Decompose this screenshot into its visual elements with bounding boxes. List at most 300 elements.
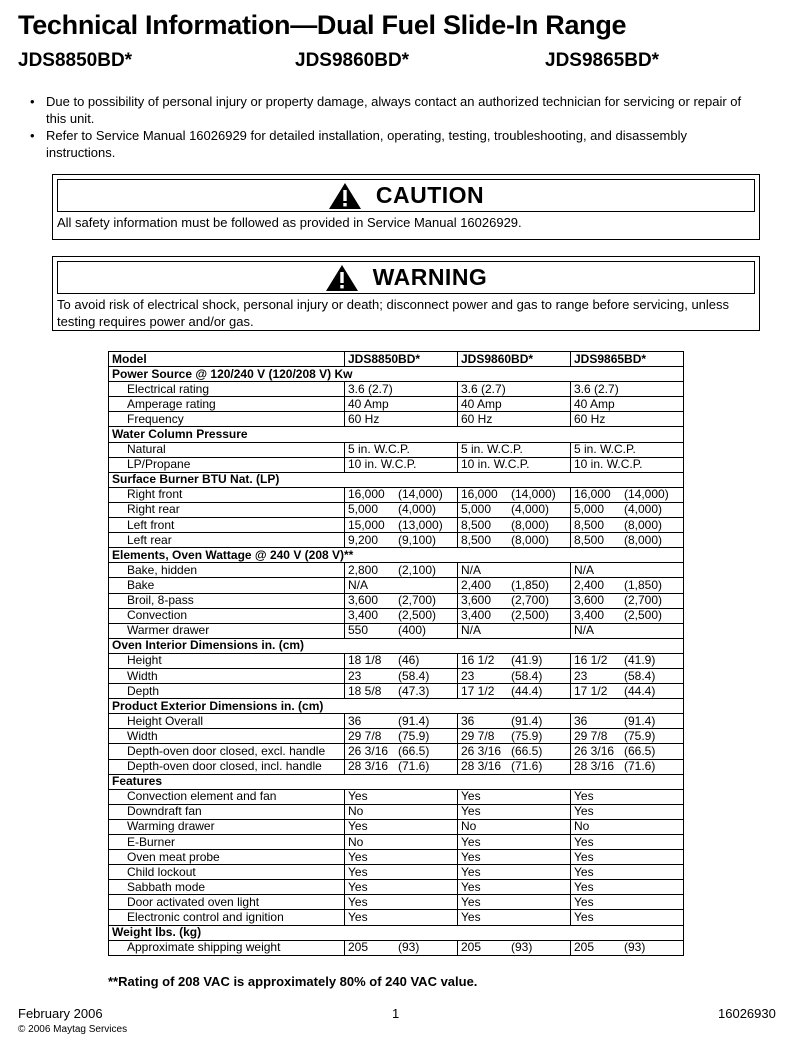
cell-value-alt: (4,000) (398, 502, 437, 517)
table-cell (458, 668, 571, 683)
table-cell (458, 382, 571, 397)
cell-value-alt: (44.4) (624, 683, 656, 698)
row-label: Width (109, 668, 345, 683)
row-label: Convection element and fan (109, 789, 345, 804)
cell-value: 3,600 (348, 593, 379, 608)
cell-value: 36 (574, 713, 588, 728)
table-cell (571, 865, 684, 880)
caution-heading-bar (57, 179, 755, 212)
cell-value: 28 3/16 (461, 759, 502, 774)
cell-value: 205 (348, 940, 369, 955)
section-title: Elements, Oven Wattage @ 240 V (208 V)** (109, 548, 684, 563)
cell-value-alt: (2,500) (398, 608, 437, 623)
table-cell (458, 789, 571, 804)
row-label: Bake, hidden (109, 563, 345, 578)
table-row (109, 668, 684, 683)
cell-value-alt: (91.4) (624, 713, 656, 728)
table-row (109, 593, 684, 608)
table-cell (345, 518, 458, 533)
table-row (109, 442, 684, 457)
table-cell (571, 578, 684, 593)
cell-value: No (461, 819, 477, 834)
cell-value: Yes (574, 864, 594, 879)
cell-value: 3.6 (2.7) (574, 381, 619, 396)
cell-value: Yes (348, 879, 368, 894)
cell-value: Yes (348, 819, 368, 834)
cell-value-alt: (71.6) (624, 759, 656, 774)
copyright: © 2006 Maytag Services (18, 1024, 128, 1035)
warning-triangle-icon (325, 264, 359, 292)
cell-value: 17 1/2 (574, 683, 608, 698)
cell-value: 60 Hz (574, 411, 606, 426)
specifications-table (108, 351, 684, 956)
cell-value: N/A (574, 623, 595, 638)
table-cell (571, 880, 684, 895)
table-cell (345, 533, 458, 548)
table-cell (345, 714, 458, 729)
table-cell (458, 533, 571, 548)
row-label: Left rear (109, 533, 345, 548)
table-cell (458, 850, 571, 865)
model-number-1: JDS8850BD* (18, 50, 133, 71)
cell-value-alt: (2,100) (398, 562, 437, 577)
table-row (109, 819, 684, 834)
table-row (109, 397, 684, 412)
section-title: Features (109, 774, 684, 789)
table-row (109, 714, 684, 729)
cell-value: No (574, 819, 590, 834)
table-cell (571, 668, 684, 683)
table-cell (345, 865, 458, 880)
cell-value-alt: (1,850) (511, 577, 550, 592)
cell-value: 5,000 (461, 502, 492, 517)
table-cell (458, 608, 571, 623)
cell-value: 16,000 (461, 487, 498, 502)
row-label: Frequency (109, 412, 345, 427)
table-cell (571, 518, 684, 533)
table-row (109, 789, 684, 804)
caution-box (52, 174, 760, 240)
bullet-dot-icon: • (30, 94, 35, 109)
cell-value-alt: (66.5) (511, 743, 543, 758)
table-cell (458, 563, 571, 578)
cell-value: 26 3/16 (348, 743, 389, 758)
bullet-text: Refer to Service Manual 16026929 for detailed installation, operating, testing, troubleshooting, and disassembly instructions. (46, 128, 688, 160)
table-cell (458, 653, 571, 668)
cell-value: 3,600 (461, 593, 492, 608)
cell-value-alt: (41.9) (511, 653, 543, 668)
row-label: Amperage rating (109, 397, 345, 412)
section-title: Power Source @ 120/240 V (120/208 V) Kw (109, 367, 684, 382)
table-row (109, 910, 684, 925)
section-row (109, 472, 684, 487)
cell-value-alt: (8,000) (624, 517, 663, 532)
table-row (109, 653, 684, 668)
cell-value-alt: (41.9) (624, 653, 656, 668)
section-title: Oven Interior Dimensions in. (cm) (109, 638, 684, 653)
cell-value: Yes (461, 879, 481, 894)
table-cell (345, 759, 458, 774)
cell-value: Yes (461, 894, 481, 909)
cell-value: Yes (461, 849, 481, 864)
table-row (109, 895, 684, 910)
table-row (109, 502, 684, 517)
table-cell (345, 487, 458, 502)
cell-value-alt: (66.5) (398, 743, 430, 758)
cell-value-alt: (4,000) (511, 502, 550, 517)
table-cell (571, 563, 684, 578)
caution-text: All safety information must be followed as provided in Service Manual 16026929. (57, 215, 522, 230)
table-cell (458, 804, 571, 819)
cell-value-alt: (400) (398, 623, 427, 638)
cell-value-alt: (2,700) (624, 593, 663, 608)
cell-value: 60 Hz (461, 411, 493, 426)
row-label: Electronic control and ignition (109, 910, 345, 925)
warning-heading-bar (57, 261, 755, 294)
cell-value: Yes (574, 894, 594, 909)
table-cell (345, 397, 458, 412)
cell-value: N/A (461, 623, 482, 638)
cell-value: 5 in. W.C.P. (574, 442, 636, 457)
table-cell (458, 623, 571, 638)
cell-value: 18 5/8 (348, 683, 382, 698)
table-cell (345, 457, 458, 472)
table-row (109, 835, 684, 850)
table-cell (458, 714, 571, 729)
table-cell (345, 880, 458, 895)
cell-value-alt: (66.5) (624, 743, 656, 758)
table-cell (571, 382, 684, 397)
table-cell (458, 865, 571, 880)
table-cell (458, 397, 571, 412)
row-label: Bake (109, 578, 345, 593)
cell-value-alt: (9,100) (398, 532, 437, 547)
table-cell (458, 729, 571, 744)
cell-value: N/A (574, 562, 595, 577)
table-cell (571, 804, 684, 819)
cell-value: Yes (348, 849, 368, 864)
table-cell (458, 910, 571, 925)
cell-value: Yes (574, 849, 594, 864)
cell-value: Yes (348, 864, 368, 879)
cell-value: 205 (574, 940, 595, 955)
row-label: Approximate shipping weight (109, 940, 345, 955)
table-cell (571, 714, 684, 729)
cell-value: 9,200 (348, 532, 379, 547)
row-label: Sabbath mode (109, 880, 345, 895)
table-cell (458, 744, 571, 759)
cell-value-alt: (58.4) (398, 668, 430, 683)
table-cell (345, 684, 458, 699)
row-label: E-Burner (109, 835, 345, 850)
cell-value-alt: (14,000) (511, 487, 556, 502)
cell-value-alt: (13,000) (398, 517, 443, 532)
table-cell (571, 608, 684, 623)
table-cell (571, 684, 684, 699)
cell-value-alt: (2,700) (511, 593, 550, 608)
table-cell (458, 502, 571, 517)
table-cell (571, 819, 684, 834)
cell-value: 3.6 (2.7) (348, 381, 393, 396)
table-cell (571, 744, 684, 759)
cell-value: 2,400 (574, 577, 605, 592)
table-row (109, 729, 684, 744)
document-number: 16026930 (718, 1006, 776, 1021)
table-cell (458, 940, 571, 955)
cell-value: 60 Hz (348, 411, 380, 426)
cell-value-alt: (93) (398, 940, 420, 955)
table-row (109, 684, 684, 699)
cell-value: 5,000 (574, 502, 605, 517)
cell-value: Yes (574, 834, 594, 849)
cell-value-alt: (91.4) (511, 713, 543, 728)
cell-value-alt: (75.9) (398, 728, 430, 743)
cell-value-alt: (58.4) (511, 668, 543, 683)
table-cell (345, 744, 458, 759)
table-cell (458, 895, 571, 910)
table-cell (571, 729, 684, 744)
table-cell (458, 578, 571, 593)
cell-value-alt: (2,500) (624, 608, 663, 623)
warning-heading: WARNING (372, 264, 488, 290)
cell-value: 2,800 (348, 562, 379, 577)
cell-value: 36 (348, 713, 362, 728)
row-label: Natural (109, 442, 345, 457)
cell-value: 28 3/16 (348, 759, 389, 774)
cell-value: No (348, 834, 364, 849)
section-title: Surface Burner BTU Nat. (LP) (109, 472, 684, 487)
row-label: Broil, 8-pass (109, 593, 345, 608)
section-title: Weight lbs. (kg) (109, 925, 684, 940)
table-cell (571, 623, 684, 638)
column-header: Model (109, 352, 345, 367)
cell-value-alt: (46) (398, 653, 420, 668)
table-row (109, 623, 684, 638)
warning-triangle-icon (328, 182, 362, 210)
caution-heading: CAUTION (375, 182, 485, 208)
table-cell (345, 940, 458, 955)
row-label: Convection (109, 608, 345, 623)
page-number: 1 (392, 1006, 400, 1021)
cell-value: 16 1/2 (574, 653, 608, 668)
cell-value: 8,500 (461, 532, 492, 547)
model-number-3: JDS9865BD* (545, 50, 660, 71)
row-label: Warming drawer (109, 819, 345, 834)
bullet-text: Due to possibility of personal injury or property damage, always contact an authorized technician for servicing or repair of this unit. (46, 94, 742, 126)
table-cell (571, 835, 684, 850)
cell-value: 16,000 (574, 487, 611, 502)
table-row (109, 382, 684, 397)
table-row (109, 865, 684, 880)
row-label: Depth-oven door closed, incl. handle (109, 759, 345, 774)
cell-value: 8,500 (461, 517, 492, 532)
row-label: LP/Propane (109, 457, 345, 472)
cell-value-alt: (14,000) (624, 487, 669, 502)
cell-value: 5,000 (348, 502, 379, 517)
section-title: Water Column Pressure (109, 427, 684, 442)
table-cell (345, 608, 458, 623)
table-cell (345, 563, 458, 578)
table-cell (345, 593, 458, 608)
row-label: Electrical rating (109, 382, 345, 397)
column-header: JDS8850BD* (345, 352, 458, 367)
footnote: **Rating of 208 VAC is approximately 80% of 240 VAC value. (108, 974, 478, 989)
table-cell (345, 668, 458, 683)
table-cell (571, 533, 684, 548)
table-row (109, 940, 684, 955)
cell-value: 29 7/8 (461, 728, 495, 743)
table-cell (571, 502, 684, 517)
table-cell (458, 593, 571, 608)
cell-value: 3,400 (461, 608, 492, 623)
row-label: Depth (109, 684, 345, 699)
cell-value-alt: (44.4) (511, 683, 543, 698)
cell-value-alt: (93) (511, 940, 533, 955)
cell-value: N/A (348, 577, 369, 592)
row-label: Oven meat probe (109, 850, 345, 865)
table-cell (571, 789, 684, 804)
cell-value: 28 3/16 (574, 759, 615, 774)
cell-value: 36 (461, 713, 475, 728)
cell-value-alt: (14,000) (398, 487, 443, 502)
model-number-2: JDS9860BD* (295, 50, 410, 71)
bullet-item (30, 127, 750, 161)
cell-value: N/A (461, 562, 482, 577)
table-cell (345, 804, 458, 819)
table-cell (571, 457, 684, 472)
cell-value: 17 1/2 (461, 683, 495, 698)
cell-value-alt: (1,850) (624, 577, 663, 592)
table-cell (571, 653, 684, 668)
bullet-dot-icon: • (30, 128, 35, 143)
cell-value: 23 (461, 668, 475, 683)
cell-value: 3.6 (2.7) (461, 381, 506, 396)
table-cell (458, 759, 571, 774)
cell-value-alt: (8,000) (511, 517, 550, 532)
cell-value: Yes (348, 910, 368, 925)
table-row (109, 759, 684, 774)
table-row (109, 533, 684, 548)
table-cell (571, 487, 684, 502)
row-label: Left front (109, 518, 345, 533)
table-cell (345, 623, 458, 638)
cell-value-alt: (75.9) (511, 728, 543, 743)
table-cell (345, 850, 458, 865)
table-cell (571, 910, 684, 925)
cell-value-alt: (8,000) (624, 532, 663, 547)
cell-value: 29 7/8 (574, 728, 608, 743)
cell-value-alt: (93) (624, 940, 646, 955)
cell-value: 205 (461, 940, 482, 955)
cell-value: Yes (574, 804, 594, 819)
cell-value: Yes (461, 834, 481, 849)
cell-value-alt: (2,500) (511, 608, 550, 623)
cell-value: No (348, 804, 364, 819)
table-cell (571, 895, 684, 910)
table-cell (458, 880, 571, 895)
table-cell (458, 819, 571, 834)
section-row (109, 638, 684, 653)
table-cell (345, 789, 458, 804)
table-cell (458, 487, 571, 502)
table-row (109, 744, 684, 759)
table-cell (345, 653, 458, 668)
cell-value: 29 7/8 (348, 728, 382, 743)
table-row (109, 518, 684, 533)
cell-value: 2,400 (461, 577, 492, 592)
table-cell (345, 382, 458, 397)
cell-value: 3,600 (574, 593, 605, 608)
table-row (109, 563, 684, 578)
section-title: Product Exterior Dimensions in. (cm) (109, 699, 684, 714)
cell-value: Yes (574, 910, 594, 925)
cell-value: Yes (461, 910, 481, 925)
page-title: Technical Information—Dual Fuel Slide-In Range (18, 10, 627, 40)
table-header-row (109, 352, 684, 367)
cell-value: 40 Amp (348, 396, 389, 411)
row-label: Door activated oven light (109, 895, 345, 910)
cell-value: 8,500 (574, 517, 605, 532)
footer-date: February 2006 (18, 1006, 103, 1021)
warning-text: To avoid risk of electrical shock, personal injury or death; disconnect power and gas to range before servicing, unless testing requires power and/or gas. (57, 297, 730, 329)
row-label: Right rear (109, 502, 345, 517)
table-cell (571, 593, 684, 608)
cell-value-alt: (47.3) (398, 683, 430, 698)
table-cell (458, 518, 571, 533)
cell-value: 10 in. W.C.P. (348, 457, 417, 472)
table-row (109, 804, 684, 819)
table-cell (345, 442, 458, 457)
table-cell (458, 835, 571, 850)
cell-value-alt: (58.4) (624, 668, 656, 683)
bullet-item (30, 93, 750, 127)
table-row (109, 412, 684, 427)
table-row (109, 487, 684, 502)
cell-value: 16 1/2 (461, 653, 495, 668)
row-label: Downdraft fan (109, 804, 345, 819)
row-label: Warmer drawer (109, 623, 345, 638)
table-row (109, 850, 684, 865)
row-label: Width (109, 729, 345, 744)
cell-value: 16,000 (348, 487, 385, 502)
cell-value: Yes (348, 894, 368, 909)
cell-value: 23 (574, 668, 588, 683)
table-cell (345, 502, 458, 517)
cell-value: 5 in. W.C.P. (348, 442, 410, 457)
cell-value-alt: (75.9) (624, 728, 656, 743)
table-cell (571, 759, 684, 774)
table-cell (571, 397, 684, 412)
row-label: Depth-oven door closed, excl. handle (109, 744, 345, 759)
cell-value: 26 3/16 (574, 743, 615, 758)
cell-value-alt: (2,700) (398, 593, 437, 608)
warning-box (52, 256, 760, 331)
table-cell (571, 412, 684, 427)
cell-value: 18 1/8 (348, 653, 382, 668)
cell-value: Yes (574, 879, 594, 894)
table-cell (345, 729, 458, 744)
cell-value: Yes (348, 789, 368, 804)
section-row (109, 367, 684, 382)
row-label: Height (109, 653, 345, 668)
table-cell (345, 910, 458, 925)
cell-value: Yes (461, 804, 481, 819)
cell-value: Yes (461, 864, 481, 879)
table-cell (458, 457, 571, 472)
cell-value: 15,000 (348, 517, 385, 532)
table-row (109, 880, 684, 895)
cell-value: Yes (574, 789, 594, 804)
